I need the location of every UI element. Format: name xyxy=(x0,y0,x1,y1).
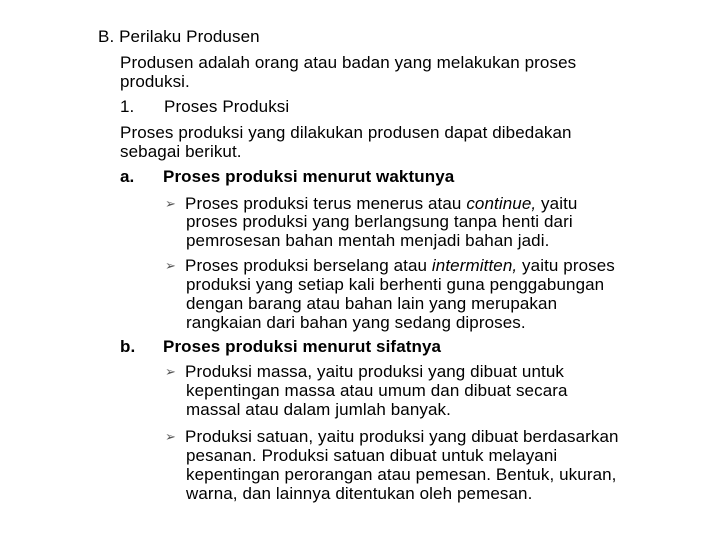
bullet-b1-cont-2: massal atau dalam jumlah banyak. xyxy=(186,400,451,419)
bullet-text-end: yaitu xyxy=(536,194,578,213)
bullet-a1-cont-1: proses produksi yang berlangsung tanpa henti dari xyxy=(186,212,573,231)
bullet-text-end: yaitu proses xyxy=(517,256,615,275)
bullet-text: Proses produksi terus menerus atau xyxy=(185,194,467,213)
arrow-bullet-icon: ➢ xyxy=(165,365,176,380)
subsection-text-line-2: sebagai berikut. xyxy=(120,142,242,161)
subsection-title: Proses Produksi xyxy=(164,97,290,116)
bullet-b2-cont-3: warna, dan lainnya ditentukan oleh pemesan. xyxy=(186,484,533,503)
list-title-a: Proses produksi menurut waktunya xyxy=(163,167,455,186)
intro-line-1: Produsen adalah orang atau badan yang melakukan proses xyxy=(120,53,577,72)
list-title-b: Proses produksi menurut sifatnya xyxy=(163,337,442,356)
bullet-b1-cont-1: kepentingan massa atau umum dan dibuat secara xyxy=(186,381,568,400)
arrow-bullet-icon: ➢ xyxy=(165,259,176,274)
bullet-text: Produksi satuan, yaitu produksi yang dibuat berdasarkan xyxy=(185,427,619,446)
subsection-text-line-1: Proses produksi yang dilakukan produsen dapat dibedakan xyxy=(120,123,572,142)
bullet-a2-cont-1: produksi yang setiap kali berhenti guna penggabungan xyxy=(186,275,605,294)
bullet-b2-cont-1: pesanan. Produksi satuan dibuat untuk melayani xyxy=(186,446,558,465)
list-marker-b: b. xyxy=(120,337,136,356)
bullet-text: Proses produksi berselang atau xyxy=(185,256,432,275)
bullet-a2-cont-3: rangkaian dari bahan yang sedang diproses. xyxy=(186,313,526,332)
arrow-bullet-icon: ➢ xyxy=(165,430,176,445)
bullet-term: intermitten, xyxy=(431,256,518,275)
list-marker-a: a. xyxy=(120,167,135,186)
bullet-term: continue, xyxy=(466,194,537,213)
bullet-text: Produksi massa, yaitu produksi yang dibuat untuk xyxy=(185,362,565,381)
bullet-a1-cont-2: pemrosesan bahan mentah menjadi bahan jadi. xyxy=(186,231,550,250)
bullet-b2-cont-2: kepentingan perorangan atau pemesan. Bentuk, ukuran, xyxy=(186,465,617,484)
subsection-number: 1. xyxy=(120,97,135,116)
bullet-a2-cont-2: dengan barang atau bahan lain yang merupakan xyxy=(186,294,558,313)
arrow-bullet-icon: ➢ xyxy=(165,197,176,212)
section-heading: B. Perilaku Produsen xyxy=(98,27,260,46)
intro-line-2: produksi. xyxy=(120,72,190,91)
